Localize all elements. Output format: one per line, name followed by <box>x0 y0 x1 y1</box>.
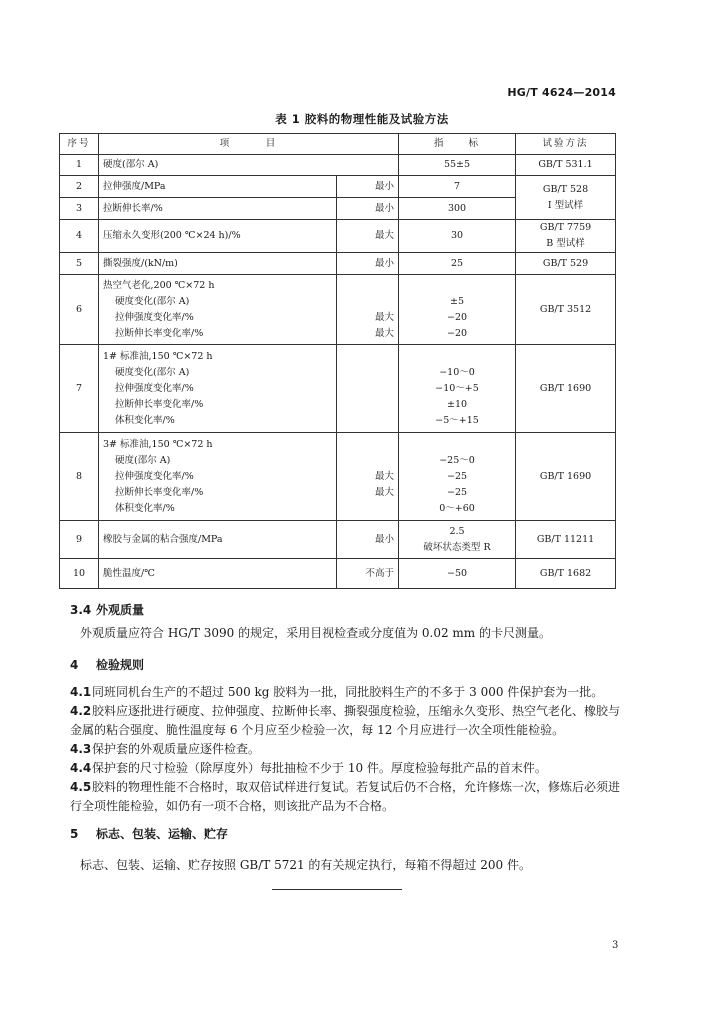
clause-number: 4.5 <box>70 780 92 794</box>
limit-text: 最大 <box>375 486 395 498</box>
row-seq: 8 <box>60 433 99 521</box>
row-item: 拉伸强度/MPa <box>99 176 337 198</box>
paragraph <box>70 702 630 740</box>
row-item: 橡胶与金属的粘合强度/MPa <box>99 521 337 559</box>
section-title: 标志、包装、运输、贮存 <box>96 827 229 841</box>
row-item <box>99 433 337 521</box>
paragraph: 外观质量应符合 HG/T 3090 的规定，采用目视检查或分度值为 0.02 mm 的卡尺测量。 <box>80 626 552 640</box>
value-line: −5～+15 <box>435 414 479 426</box>
header-method: 试验方法 <box>516 134 616 155</box>
row-limit <box>337 275 399 345</box>
item-title: 1# 标准油,150 ℃×72 h <box>103 350 213 362</box>
limit-text: 最大 <box>375 470 395 482</box>
row-limit: 最小 <box>337 198 399 220</box>
row-value: 300 <box>399 198 516 220</box>
row-seq: 5 <box>60 253 99 275</box>
row-value: 55±5 <box>399 155 516 176</box>
table-caption: 表 1 胶料的物理性能及试验方法 <box>275 112 449 126</box>
value-line: 0～+60 <box>439 502 475 514</box>
sub-item: 体积变化率/% <box>115 414 175 426</box>
method-line: I 型试样 <box>547 199 584 211</box>
section-number: 3.4 <box>70 603 92 617</box>
row-value <box>399 345 516 433</box>
row-value <box>399 275 516 345</box>
section-heading <box>70 824 630 856</box>
standard-code: HG/T 4624—2014 <box>507 86 616 99</box>
table-row <box>60 155 616 176</box>
value-line: ±10 <box>446 398 468 410</box>
row-method: GB/T 531.1 <box>516 155 616 176</box>
end-rule <box>272 889 402 890</box>
row-seq: 3 <box>60 198 99 220</box>
row-value: 7 <box>399 176 516 198</box>
value-line: ±5 <box>450 295 465 307</box>
header-value: 指 标 <box>399 134 516 155</box>
clause-text: 同班同机台生产的不超过 500 kg 胶料为一批，同批胶料生产的不多于 3 000 件保护套为一批。 <box>92 685 604 699</box>
sub-item: 体积变化率/% <box>115 502 175 514</box>
value-line: −25 <box>446 470 468 482</box>
row-seq: 4 <box>60 220 99 253</box>
row-item: 硬度(邵尔 A) <box>99 155 399 176</box>
row-value: −50 <box>399 559 516 589</box>
row-limit: 最小 <box>337 521 399 559</box>
clause-number: 4.3 <box>70 742 92 756</box>
sub-item: 拉伸强度变化率/% <box>115 382 194 394</box>
limit-text: 最大 <box>375 327 395 339</box>
item-title: 3# 标准油,150 ℃×72 h <box>103 438 213 450</box>
table-row <box>60 220 616 253</box>
table-row <box>60 275 616 345</box>
page-number: 3 <box>612 940 619 951</box>
row-method <box>516 220 616 253</box>
table-row <box>60 521 616 559</box>
paragraph <box>70 778 630 816</box>
row-item: 压缩永久变形(200 ℃×24 h)/% <box>99 220 337 253</box>
value-line: −20 <box>446 327 468 339</box>
paragraph: 标志、包装、运输、贮存按照 GB/T 5721 的有关规定执行，每箱不得超过 200 件。 <box>80 858 531 872</box>
value-line: 2.5 <box>449 525 465 537</box>
row-seq: 1 <box>60 155 99 176</box>
row-method <box>516 176 616 220</box>
properties-table <box>59 133 616 589</box>
row-value: 25 <box>399 253 516 275</box>
section-5 <box>70 824 630 875</box>
clause-text: 保护套的尺寸检验（除厚度外）每批抽检不少于 10 件。厚度检验每批产品的首末件。 <box>92 761 547 775</box>
value-line: −10～+5 <box>435 382 479 394</box>
section-heading <box>70 600 630 624</box>
sub-item: 拉断伸长率变化率/% <box>115 398 204 410</box>
value-line: 破坏状态类型 R <box>423 541 491 553</box>
sub-item: 拉伸强度变化率/% <box>115 311 194 323</box>
paragraph <box>70 759 630 778</box>
clause-text: 胶料的物理性能不合格时，取双倍试样进行复试。若复试后仍不合格，允许修炼一次，修炼后必须进行全项性能检验，如仍有一项不合格，则该批产品为不合格。 <box>70 780 621 813</box>
clause-text: 保护套的外观质量应逐件检查。 <box>92 742 261 756</box>
sub-item: 拉伸强度变化率/% <box>115 470 194 482</box>
value-line: −25 <box>446 486 468 498</box>
paragraph <box>70 740 630 759</box>
row-item <box>99 275 337 345</box>
clause-number: 4.1 <box>70 685 92 699</box>
clause-number: 4.2 <box>70 704 92 718</box>
row-seq: 10 <box>60 559 99 589</box>
table-row <box>60 559 616 589</box>
item-title: 热空气老化,200 ℃×72 h <box>103 279 215 291</box>
section-heading <box>70 655 630 683</box>
row-limit: 最小 <box>337 253 399 275</box>
row-value <box>399 521 516 559</box>
row-limit <box>337 345 399 433</box>
method-line: B 型试样 <box>546 238 585 249</box>
value-line: −10～0 <box>439 366 475 378</box>
row-method: GB/T 3512 <box>516 275 616 345</box>
table-row <box>60 433 616 521</box>
method-line: GB/T 528 <box>542 183 589 195</box>
clause-number: 4.4 <box>70 761 92 775</box>
row-limit: 最大 <box>337 220 399 253</box>
sub-item: 硬度变化(邵尔 A) <box>115 366 190 378</box>
section-3-4 <box>70 600 630 643</box>
paragraph <box>70 683 630 702</box>
table-header-row <box>60 134 616 155</box>
limit-text: 最大 <box>375 311 395 323</box>
row-value: 30 <box>399 220 516 253</box>
header-item: 项 目 <box>99 134 399 155</box>
table-row <box>60 253 616 275</box>
sub-item: 硬度(邵尔 A) <box>115 454 171 466</box>
row-value <box>399 433 516 521</box>
row-item: 撕裂强度/(kN/m) <box>99 253 337 275</box>
row-method: GB/T 11211 <box>516 521 616 559</box>
sub-item: 拉断伸长率变化率/% <box>115 486 204 498</box>
row-seq: 2 <box>60 176 99 198</box>
row-limit: 最小 <box>337 176 399 198</box>
method-line: GB/T 7759 <box>539 222 592 233</box>
row-method: GB/T 1690 <box>516 433 616 521</box>
value-line: −20 <box>446 311 468 323</box>
row-limit: 不高于 <box>337 559 399 589</box>
row-seq: 7 <box>60 345 99 433</box>
table-row <box>60 176 616 198</box>
row-method: GB/T 529 <box>516 253 616 275</box>
row-item: 拉断伸长率/% <box>99 198 337 220</box>
row-method: GB/T 1682 <box>516 559 616 589</box>
section-title: 外观质量 <box>96 603 145 617</box>
value-line: −25～0 <box>439 454 475 466</box>
sub-item: 拉断伸长率变化率/% <box>115 327 204 339</box>
sub-item: 硬度变化(邵尔 A) <box>115 295 190 307</box>
section-4 <box>70 655 630 816</box>
table-row <box>60 345 616 433</box>
row-seq: 9 <box>60 521 99 559</box>
row-method: GB/T 1690 <box>516 345 616 433</box>
row-item <box>99 345 337 433</box>
header-seq: 序号 <box>60 134 99 155</box>
section-number: 5 <box>70 827 79 841</box>
section-title: 检验规则 <box>96 658 145 672</box>
row-seq: 6 <box>60 275 99 345</box>
section-number: 4 <box>70 658 79 672</box>
row-limit <box>337 433 399 521</box>
clause-text: 胶料应逐批进行硬度、拉伸强度、拉断伸长率、撕裂强度检验，压缩永久变形、热空气老化、橡胶与金属的粘合强度、脆性温度每 6 个月应至少检验一次，每 12 个月应进行一次全项性能检验。 <box>70 704 621 737</box>
row-item: 脆性温度/℃ <box>99 559 337 589</box>
